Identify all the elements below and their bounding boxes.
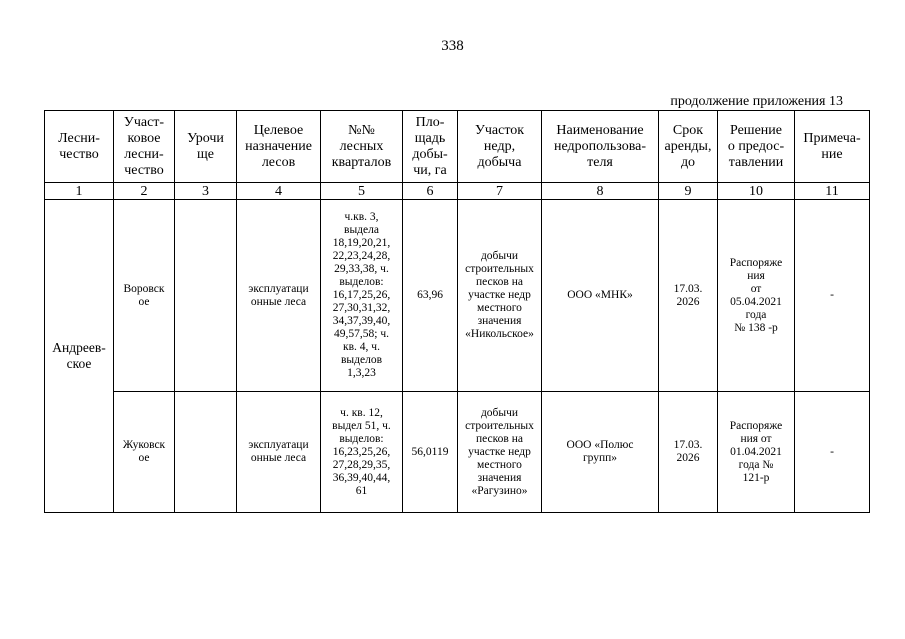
area-cell: 56,0119 (403, 392, 458, 513)
quarters-cell: ч. кв. 12, выдел 51, ч. выделов: 16,23,25,26, 27,28,29,35, 36,39,40,44, 61 (321, 392, 403, 513)
column-number: 5 (321, 183, 403, 200)
term-cell: 17.03. 2026 (659, 392, 718, 513)
header-decision: Решение о предос- тавлении (718, 111, 795, 183)
term-cell: 17.03. 2026 (659, 200, 718, 392)
purpose-cell: эксплуатаци онные леса (237, 392, 321, 513)
quarters-cell: ч.кв. 3, выдела 18,19,20,21, 22,23,24,28, 29,33,38, ч. выделов: 16,17,25,26, 27,30,31,32, 34,37,39,40, 49,57,58; ч. кв. 4, ч. выделов 1,3,23 (321, 200, 403, 392)
column-number-row (45, 183, 870, 200)
table-row (45, 392, 870, 513)
header-term: Срок аренды, до (659, 111, 718, 183)
header-note: Примеча- ние (795, 111, 870, 183)
tract-cell (175, 392, 237, 513)
header-forestry: Лесни- чество (45, 111, 114, 183)
page-number: 338 (441, 38, 464, 54)
forestry-cell: Андреев- ское (45, 200, 114, 513)
column-number: 4 (237, 183, 321, 200)
subsoil-cell: добычи строительных песков на участке недр местного значения «Никольское» (458, 200, 542, 392)
header-user: Наименование недропользова- теля (542, 111, 659, 183)
purpose-cell: эксплуатаци онные леса (237, 200, 321, 392)
note-cell: - (795, 392, 870, 513)
header-district-forestry: Участ- ковое лесни- чество (114, 111, 175, 183)
district-cell: Воровск ое (114, 200, 175, 392)
column-number: 3 (175, 183, 237, 200)
header-area: Пло- щадь добы- чи, га (403, 111, 458, 183)
continuation-caption: продолжение приложения 13 (670, 94, 843, 109)
user-cell: ООО «МНК» (542, 200, 659, 392)
column-number: 11 (795, 183, 870, 200)
subsoil-cell: добычи строительных песков на участке недр местного значения «Рагузино» (458, 392, 542, 513)
header-quarters: №№ лесных кварталов (321, 111, 403, 183)
user-cell: ООО «Полюс групп» (542, 392, 659, 513)
column-number: 8 (542, 183, 659, 200)
header-subsoil: Участок недр, добыча (458, 111, 542, 183)
column-number: 10 (718, 183, 795, 200)
header-purpose: Целевое назначение лесов (237, 111, 321, 183)
decision-cell: Распоряже ния от 05.04.2021 года № 138 -р (718, 200, 795, 392)
area-cell: 63,96 (403, 200, 458, 392)
table-row (45, 200, 870, 392)
column-number: 9 (659, 183, 718, 200)
column-number: 7 (458, 183, 542, 200)
column-number: 1 (45, 183, 114, 200)
note-cell: - (795, 200, 870, 392)
header-row (45, 111, 870, 183)
header-tract: Урочи ще (175, 111, 237, 183)
column-number: 2 (114, 183, 175, 200)
column-number: 6 (403, 183, 458, 200)
forest-table (44, 110, 870, 513)
decision-cell: Распоряже ния от 01.04.2021 года № 121-р (718, 392, 795, 513)
tract-cell (175, 200, 237, 392)
district-cell: Жуковск ое (114, 392, 175, 513)
